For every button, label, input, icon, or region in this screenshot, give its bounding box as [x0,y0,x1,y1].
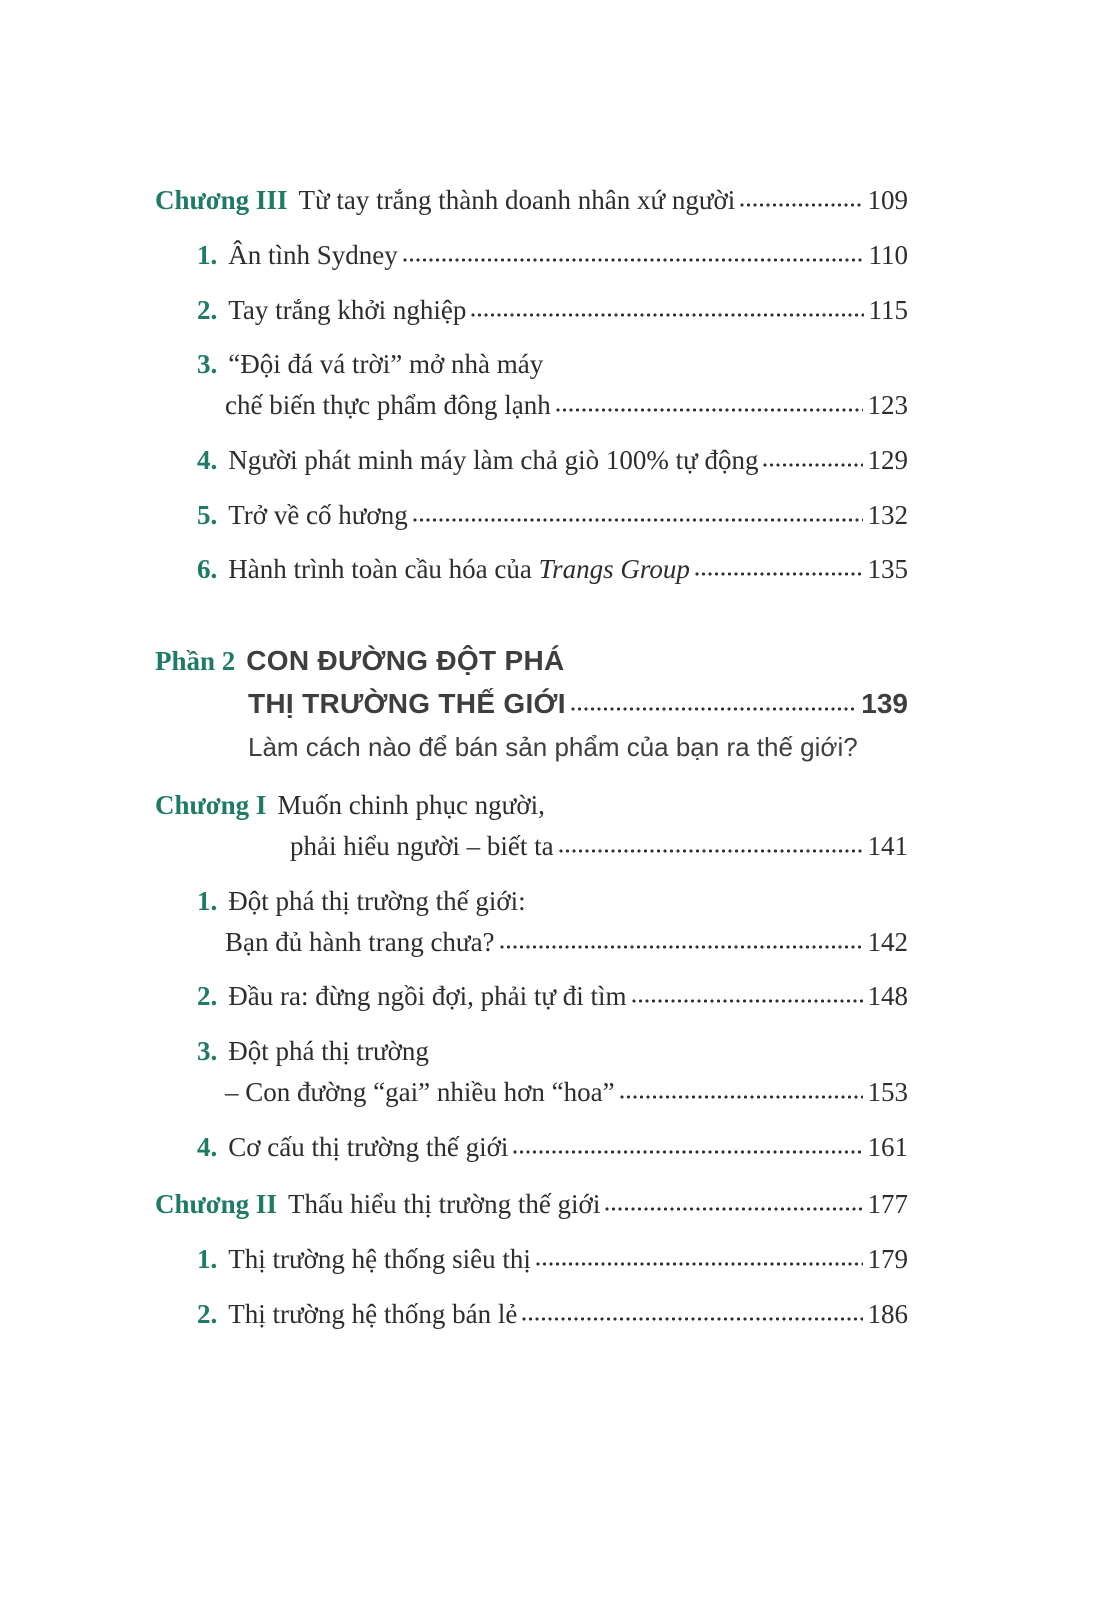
part-subtitle: Làm cách nào để bán sản phẩm của bạn ra thế giới? [248,731,858,762]
item-number: 3. [197,349,218,380]
dot-leader [695,555,863,578]
toc-line [290,830,908,864]
page-number: 115 [868,294,908,325]
item-number: 2. [197,1298,218,1329]
item-number: 1. [197,1244,218,1274]
page-number: 141 [867,831,908,861]
page-number: 142 [867,926,908,957]
entry-title: “Đội đá vá trời” mở nhà máy [228,349,544,380]
part-label: Phần 2 [155,646,236,676]
page-number: 139 [861,687,908,719]
dot-leader [413,501,863,524]
entry-title: Trở về cố hương [228,499,408,530]
entry-title-line2: chế biến thực phẩm đông lạnh [225,390,551,420]
entry-title: Đầu ra: đừng ngồi đợi, phải tự đi tìm [228,981,627,1012]
dot-leader [571,690,856,713]
dot-leader [620,1078,863,1101]
toc-entry-item [197,499,908,533]
item-number: 3. [197,1036,218,1066]
entry-title: Cơ cấu thị trường thế giới [228,1131,509,1162]
part-title-line2: THỊ TRƯỜNG THẾ GIỚI [248,687,566,719]
dot-leader [513,1133,862,1156]
toc-entry-item [197,239,908,273]
entry-title-line2: – Con đường “gai” nhiều hơn “hoa” [225,1076,615,1107]
entry-title-text: Hành trình toàn cầu hóa của [228,554,539,585]
toc-line [197,1035,908,1069]
toc-entry-item [155,1035,908,1110]
item-number: 1. [197,239,218,270]
page-number: 177 [867,1189,908,1220]
toc-line [248,686,908,721]
toc-entry-item [155,348,908,423]
dot-leader [403,241,864,264]
entry-title: Thị trường hệ thống siêu thị [228,1244,531,1274]
chapter-label: Chương II [155,1189,277,1220]
toc-line [155,643,908,679]
item-number: 6. [197,554,218,585]
dot-leader [605,1190,862,1213]
entry-title: Ân tình Sydney [228,239,398,270]
toc-entry-chapter [155,789,908,864]
toc-line [225,1076,908,1110]
entry-title-line2: phải hiểu người – biết ta [290,831,554,861]
entry-title: Tay trắng khởi nghiệp [228,294,467,325]
toc-line [248,731,908,764]
entry-title: Thấu hiểu thị trường thế giới [287,1189,601,1220]
toc-entry-chapter [155,184,908,218]
page-number: 123 [867,390,908,420]
dot-leader [740,186,862,209]
page-number: 161 [867,1131,908,1162]
item-number: 1. [197,885,218,916]
toc-entry-item [197,980,908,1014]
part-title: CON ĐƯỜNG ĐỘT PHÁ [246,645,565,676]
toc-line [197,348,908,382]
entry-title: Muốn chinh phục người, [277,790,545,821]
entry-title: Đột phá thị trường [228,1036,429,1066]
toc-line [197,885,908,919]
chapter-label: Chương III [155,185,288,215]
entry-title: Thị trường hệ thống bán lẻ [228,1298,518,1329]
item-number: 4. [197,444,218,475]
page-number: 153 [867,1076,908,1107]
dot-leader [556,391,863,414]
dot-leader [559,832,863,855]
toc-entry-item [155,885,908,960]
toc-entry-chapter [155,1188,908,1222]
dot-leader [763,446,862,469]
item-number: 2. [197,981,218,1012]
entry-title: Đột phá thị trường thế giới: [228,885,526,916]
entry-title: Người phát minh máy làm chả giò 100% tự động [228,444,759,475]
entry-title [228,553,690,587]
item-number: 2. [197,294,218,325]
toc-line [155,789,908,823]
item-number: 4. [197,1131,218,1162]
page-number: 109 [867,185,908,215]
page-number: 148 [867,981,908,1012]
dot-leader [522,1300,862,1323]
toc-line [225,389,908,423]
entry-title-line2: Bạn đủ hành trang chưa? [225,926,495,957]
page-number: 132 [867,499,908,530]
toc-entry-item [197,294,908,328]
dot-leader [536,1245,863,1268]
toc-entry-part [155,643,908,763]
page-number: 179 [867,1244,908,1274]
entry-title: Từ tay trắng thành doanh nhân xứ người [298,185,736,215]
page-number: 186 [867,1298,908,1329]
toc-entry-item [197,444,908,478]
page-number: 110 [868,239,908,270]
page-number: 135 [867,554,908,585]
toc-entry-item [197,1243,908,1277]
toc-entry-item [197,1131,908,1165]
chapter-label: Chương I [155,790,267,821]
dot-leader [632,982,863,1005]
page-number: 129 [867,444,908,475]
dot-leader [471,296,863,319]
toc-entry-item [197,553,908,587]
toc-entry-item [197,1298,908,1332]
toc-line [225,926,908,960]
entry-title-italic: Trangs Group [538,554,690,585]
item-number: 5. [197,499,218,530]
dot-leader [500,928,863,951]
